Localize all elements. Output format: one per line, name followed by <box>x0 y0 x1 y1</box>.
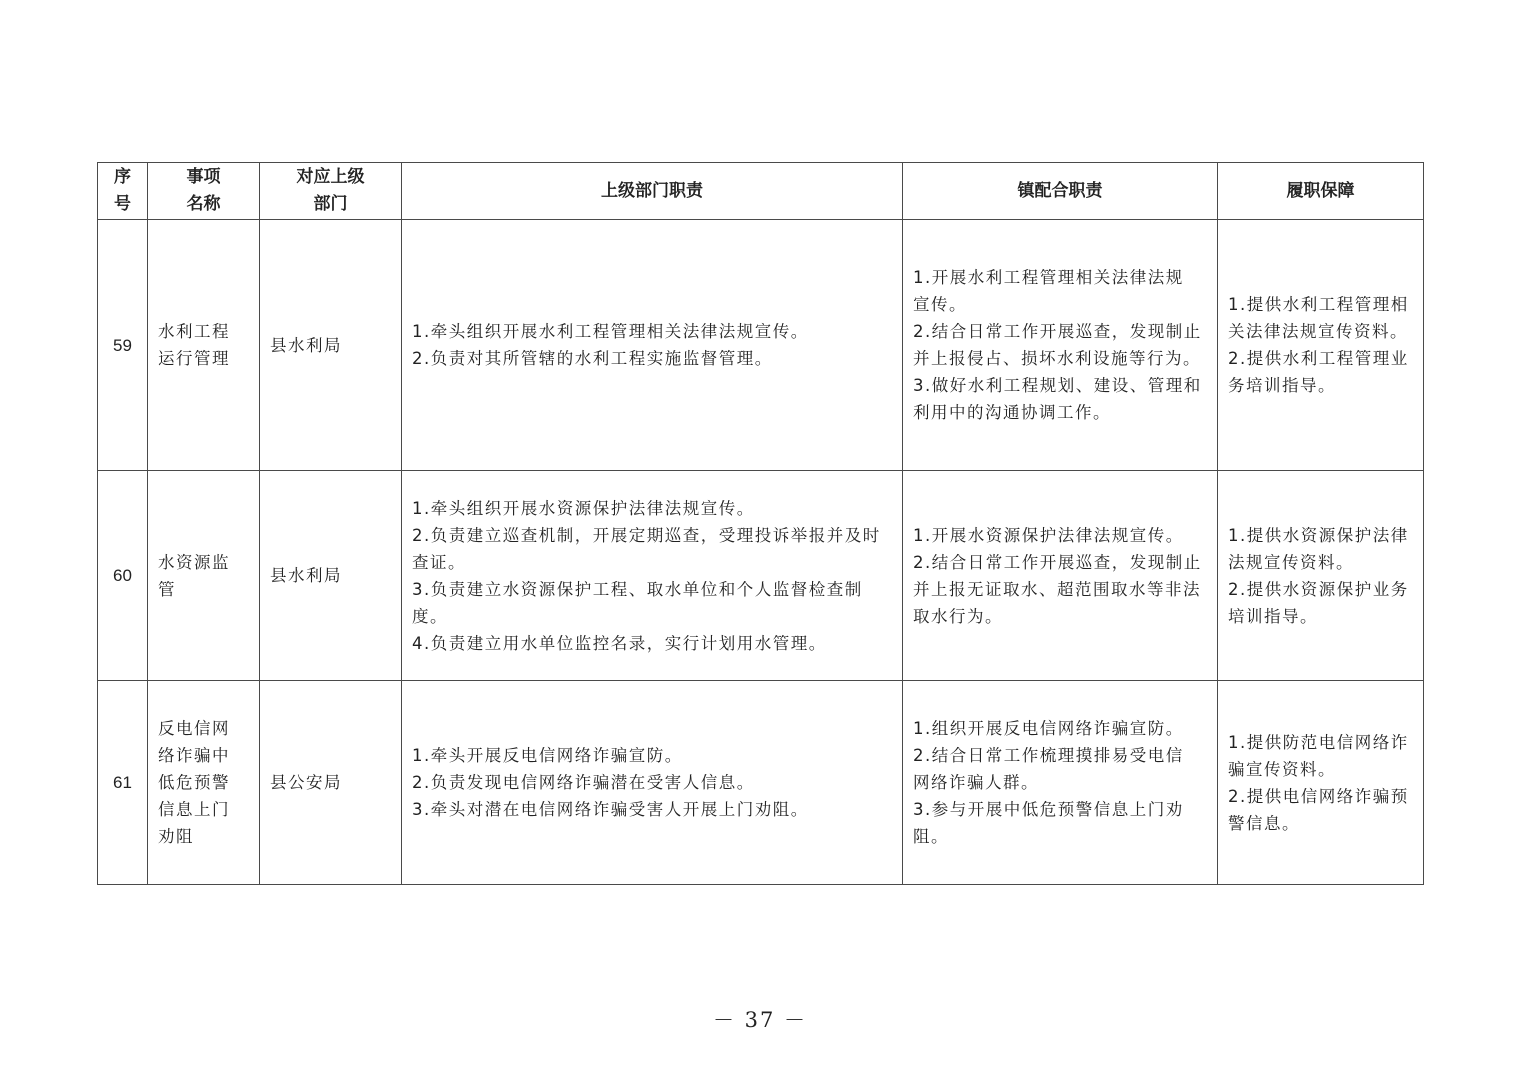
table-row <box>98 220 1424 471</box>
table-row <box>98 681 1424 885</box>
upper-dept-cell: 县水利局 <box>260 220 402 471</box>
item-name-cell: 水资源监 管 <box>148 471 260 681</box>
upper-responsibility-cell: 1.牵头开展反电信网络诈骗宣防。 2.负责发现电信网络诈骗潜在受害人信息。 3.牵头对潜在电信网络诈骗受害人开展上门劝阻。 <box>402 681 903 885</box>
header-town-responsibility: 镇配合职责 <box>903 163 1218 220</box>
responsibility-table <box>97 162 1424 885</box>
upper-responsibility-cell: 1.牵头组织开展水资源保护法律法规宣传。 2.负责建立巡查机制，开展定期巡查，受理投诉举报并及时 查证。 3.负责建立水资源保护工程、取水单位和个人监督检查制 度。 4.负责建立用水单位监控名录，实行计划用水管理。 <box>402 471 903 681</box>
row-number: 59 <box>98 220 148 471</box>
upper-dept-cell: 县公安局 <box>260 681 402 885</box>
upper-responsibility-cell: 1.牵头组织开展水利工程管理相关法律法规宣传。 2.负责对其所管辖的水利工程实施监督管理。 <box>402 220 903 471</box>
town-responsibility-cell: 1.开展水利工程管理相关法律法规 宣传。 2.结合日常工作开展巡查，发现制止 并上报侵占、损坏水利设施等行为。 3.做好水利工程规划、建设、管理和 利用中的沟通协调工作。 <box>903 220 1218 471</box>
row-number: 61 <box>98 681 148 885</box>
table-header-row <box>98 163 1424 220</box>
upper-dept-cell: 县水利局 <box>260 471 402 681</box>
guarantee-cell: 1.提供防范电信网络诈 骗宣传资料。 2.提供电信网络诈骗预 警信息。 <box>1218 681 1424 885</box>
page-number: － 37 － <box>712 1008 808 1032</box>
header-item-name: 事项 名称 <box>148 163 260 220</box>
header-upper-responsibility: 上级部门职责 <box>402 163 903 220</box>
header-upper-dept: 对应上级 部门 <box>260 163 402 220</box>
town-responsibility-cell: 1.开展水资源保护法律法规宣传。 2.结合日常工作开展巡查，发现制止 并上报无证取水、超范围取水等非法 取水行为。 <box>903 471 1218 681</box>
table-row <box>98 471 1424 681</box>
header-no: 序 号 <box>98 163 148 220</box>
header-guarantee: 履职保障 <box>1218 163 1424 220</box>
guarantee-cell: 1.提供水资源保护法律 法规宣传资料。 2.提供水资源保护业务 培训指导。 <box>1218 471 1424 681</box>
row-number: 60 <box>98 471 148 681</box>
item-name-cell: 反电信网 络诈骗中 低危预警 信息上门 劝阻 <box>148 681 260 885</box>
item-name-cell: 水利工程 运行管理 <box>148 220 260 471</box>
town-responsibility-cell: 1.组织开展反电信网络诈骗宣防。 2.结合日常工作梳理摸排易受电信 网络诈骗人群。 3.参与开展中低危预警信息上门劝 阻。 <box>903 681 1218 885</box>
guarantee-cell: 1.提供水利工程管理相 关法律法规宣传资料。 2.提供水利工程管理业 务培训指导。 <box>1218 220 1424 471</box>
